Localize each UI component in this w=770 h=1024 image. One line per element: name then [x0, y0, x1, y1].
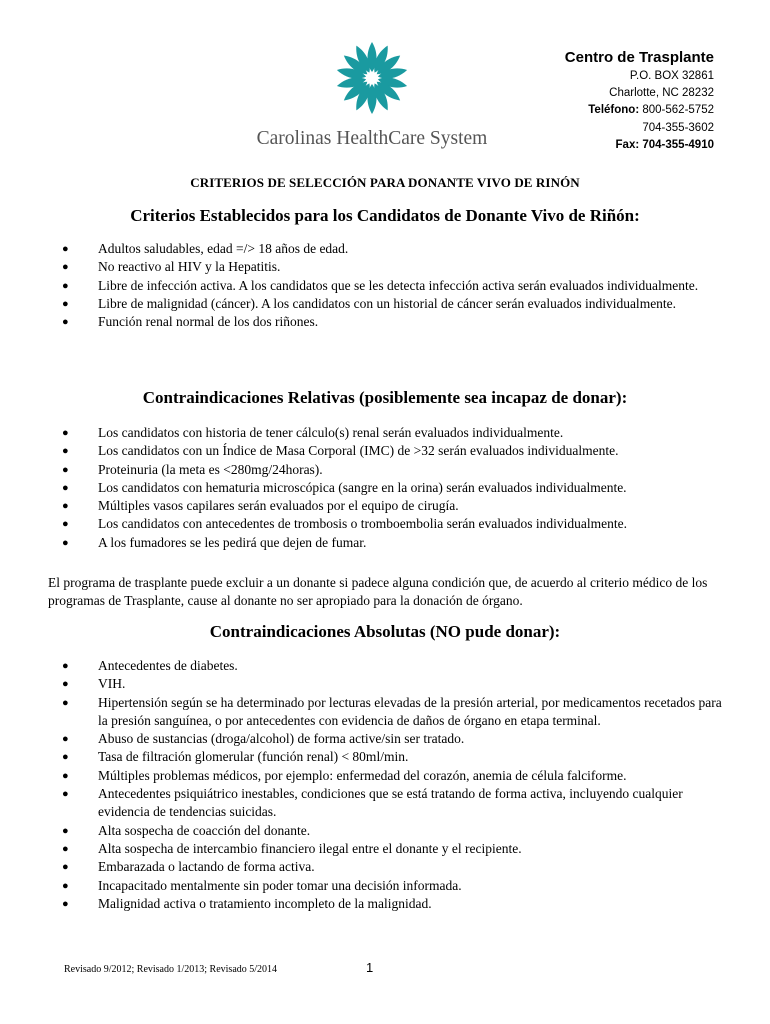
exclusion-paragraph: El programa de trasplante puede excluir a un donante si padece alguna condición que, de acuerdo al criterio médico de los programas de Trasplante, cause al donante no ser apropiado para la donación de órgano. [48, 575, 708, 609]
bullet-icon: ● [62, 879, 69, 892]
revision-footer: Revisado 9/2012; Revisado 1/2013; Revisado 5/2014 [64, 964, 278, 975]
bullet-icon: ● [62, 769, 69, 782]
list-item: ● Malignidad activa o tratamiento incompleto de la malignidad. [48, 895, 728, 913]
phone-label: Teléfono: [588, 104, 640, 117]
section-2-list [48, 424, 728, 552]
section-3-heading: Contraindicaciones Absolutas (NO pude donar): [209, 622, 561, 641]
phone-2: 704-355-3602 [642, 121, 714, 134]
list-item: ● Múltiples vasos capilares serán evaluados por el equipo de cirugía. [48, 497, 728, 515]
contact-block [565, 48, 714, 154]
list-item: ● Proteinuria (la meta es <280mg/24horas). [48, 461, 728, 479]
bullet-icon: ● [62, 243, 69, 255]
bullet-icon: ● [62, 660, 69, 672]
list-item: ● Embarazada o lactando de forma activa. [48, 858, 728, 876]
logo [256, 40, 488, 160]
bullet-icon: ● [62, 427, 69, 439]
list-item: ● Antecedentes de diabetes. [48, 657, 728, 675]
bullet-icon: ● [62, 842, 69, 855]
list-item: ● Incapacitado mentalmente sin poder tomar una decisión informada. [48, 877, 728, 895]
bullet-icon: ● [62, 733, 69, 746]
phone-line [565, 102, 714, 119]
list-item: ● Alta sospecha de coacción del donante. [48, 822, 728, 840]
list-item: ● Función renal normal de los dos riñones. [48, 313, 728, 331]
logo-text: Carolinas HealthCare System [256, 128, 488, 149]
carolinas-healthcare-logo-icon [334, 40, 410, 116]
list-item: ● Hipertensión según se ha determinado por lecturas elevadas de la presión arterial, por medicamentos recetados para la presión sanguínea, o por antecedentes con evidencia de daños de órgano en etapa terminal. [62, 694, 722, 728]
fax: Fax: 704-355-4910 [615, 138, 714, 151]
list-item: ● No reactivo al HIV y la Hepatitis. [48, 258, 728, 276]
bullet-icon: ● [62, 279, 69, 292]
contact-title: Centro de Trasplante [564, 49, 714, 66]
list-item: ● Libre de infección activa. A los candidatos que se les detecta infección activa serán evaluados individualmente. [48, 277, 728, 295]
list-item: ● Los candidatos con antecedentes de trombosis o tromboembolia serán evaluados individualmente. [48, 515, 728, 533]
list-item: ● Antecedentes psiquiátrico inestables, condiciones que se está tratando de forma activa, incluyendo cualquier evidencia de tendencias suicidas. [62, 786, 683, 820]
bullet-icon: ● [62, 788, 69, 801]
list-item: ● Abuso de sustancias (droga/alcohol) de forma active/sin ser tratado. [48, 730, 728, 748]
phone-1: 800-562-5752 [642, 104, 714, 117]
section-2-heading: Contraindicaciones Relativas (posiblemente sea incapaz de donar): [142, 388, 628, 407]
list-item: ● Los candidatos con un Índice de Masa Corporal (IMC) de >32 serán evaluados individualmente. [48, 442, 728, 460]
bullet-icon: ● [62, 536, 69, 549]
section-1-heading: Criterios Establecidos para los Candidatos de Donante Vivo de Riñón: [130, 206, 640, 225]
bullet-icon: ● [62, 696, 69, 709]
bullet-icon: ● [62, 316, 69, 329]
bullet-icon: ● [62, 861, 69, 874]
list-item: ● A los fumadores se les pedirá que dejen de fumar. [48, 534, 728, 552]
page-number: 1 [366, 960, 374, 975]
address-line-1: P.O. BOX 32861 [629, 70, 714, 82]
bullet-icon: ● [62, 445, 69, 458]
bullet-icon: ● [62, 824, 69, 837]
list-item: ● Tasa de filtración glomerular (función renal) < 80ml/min. [48, 748, 728, 766]
list-item: ● VIH. [48, 675, 728, 693]
document-title: CRITERIOS DE SELECCIÓN PARA DONANTE VIVO DE RINÓN [190, 175, 580, 190]
list-item: ● Múltiples problemas médicos, por ejemplo: enfermedad del corazón, anemia de célula falciforme. [48, 767, 728, 785]
list-item: ● Alta sospecha de intercambio financiero ilegal entre el donante y el recipiente. [48, 840, 728, 858]
list-item: ● Los candidatos con historia de tener cálculo(s) renal serán evaluados individualmente. [48, 424, 728, 442]
bullet-icon: ● [62, 463, 69, 476]
bullet-icon: ● [62, 261, 69, 274]
section-1-list [48, 240, 728, 331]
bullet-icon: ● [62, 500, 69, 513]
logo-center [368, 74, 376, 82]
bullet-icon: ● [62, 518, 69, 531]
bullet-icon: ● [62, 297, 69, 310]
list-item: ● Libre de malignidad (cáncer). A los candidatos con un historial de cáncer serán evaluados individualmente. [48, 295, 728, 313]
bullet-icon: ● [62, 481, 69, 494]
bullet-icon: ● [62, 751, 69, 764]
address-line-2: Charlotte, NC 28232 [609, 87, 714, 100]
section-3-list [48, 657, 728, 913]
list-item: ● Los candidatos con hematuria microscópica (sangre en la orina) serán evaluados individualmente. [48, 479, 728, 497]
bullet-icon: ● [62, 678, 69, 691]
list-item: ● Adultos saludables, edad =/> 18 años de edad. [48, 240, 728, 258]
bullet-icon: ● [62, 897, 69, 910]
